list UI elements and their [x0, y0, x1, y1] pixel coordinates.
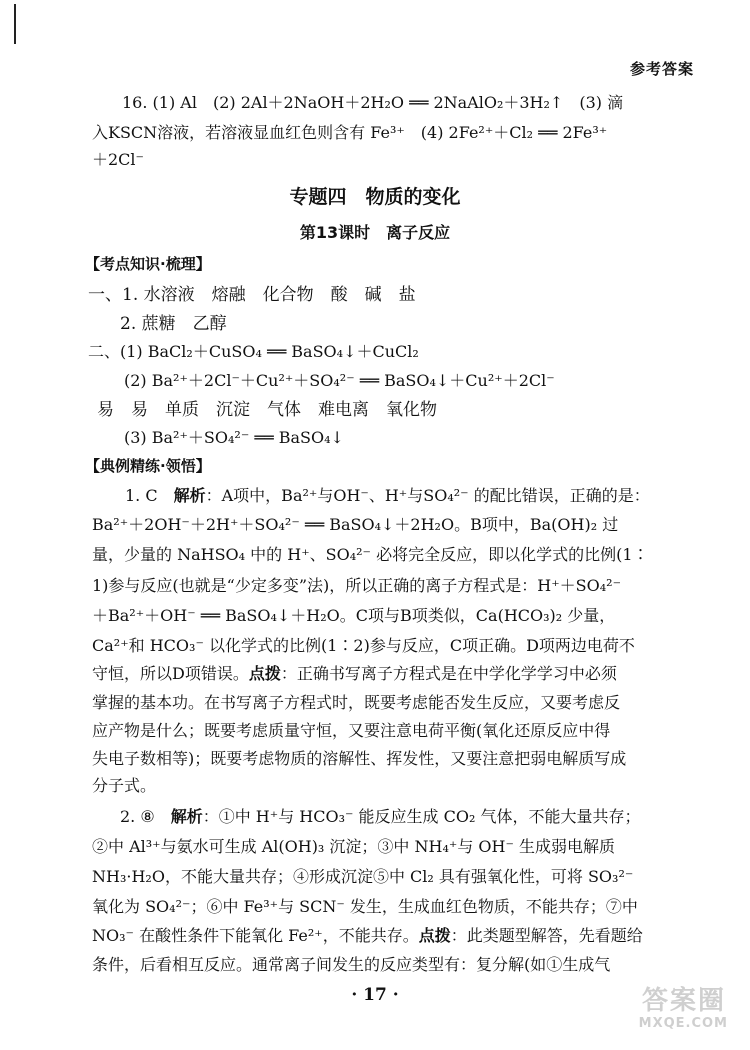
- example-1-line-8: 掌握的基本功。在书写离子方程式时，既要考虑能否发生反应，又要考虑反: [92, 693, 621, 712]
- example-1-text: ：正确书写离子方程式是在中学化学学习中必须: [280, 664, 617, 683]
- chapter-title: 专题四 物质的变化: [289, 186, 461, 208]
- watermark-url: MXQE.COM: [638, 1016, 728, 1031]
- example-2-number: 2. ⑧: [120, 807, 171, 826]
- knowledge-line-3: 二、(1) BaCl₂＋CuSO₄ ══ BaSO₄↓＋CuCl₂: [88, 342, 419, 361]
- example-1-text: ：A项中，Ba²⁺与OH⁻、H⁺与SO₄²⁻ 的配比错误，正确的是：: [205, 486, 650, 505]
- tip-label: 点拨: [418, 926, 451, 945]
- example-2-text: ：①中 H⁺与 HCO₃⁻ 能反应生成 CO₂ 气体，不能大量共存；: [202, 807, 641, 826]
- example-2-text: NO₃⁻ 在酸性条件下能氧化 Fe²⁺，不能共存。: [92, 926, 419, 945]
- q16-line-1: 16. (1) Al (2) 2Al＋2NaOH＋2H₂O ══ 2NaAlO₂＋3H₂↑ (3) 滴: [122, 93, 624, 112]
- tip-label: 点拨: [248, 664, 281, 683]
- page-number: · 17 ·: [351, 985, 399, 1005]
- knowledge-line-1: 一、1. 水溶液 熔融 化合物 酸 碱 盐: [88, 285, 416, 305]
- example-2-line-1: [120, 807, 641, 827]
- q16-line-2: 入KSCN溶液，若溶液显血红色则含有 Fe³⁺ (4) 2Fe²⁺＋Cl₂ ══ 2Fe³⁺: [92, 123, 608, 142]
- watermark-text: 答案圈: [641, 986, 726, 1016]
- example-1-line-7: [92, 664, 617, 684]
- example-2-line-4: 氧化为 SO₄²⁻；⑥中 Fe³⁺与 SCN⁻ 发生，生成血红色物质，不能共存；⑦中: [92, 897, 638, 916]
- example-1-line-11: 分子式。: [92, 776, 157, 795]
- q16-line-3: ＋2Cl⁻: [92, 150, 144, 169]
- section-heading-knowledge: 【考点知识·梳理】: [85, 255, 211, 273]
- example-1-line-2: Ba²⁺＋2OH⁻＋2H⁺＋SO₄²⁻ ══ BaSO₄↓＋2H₂O。B项中，Ba(OH)₂ 过: [92, 515, 619, 534]
- example-1-line-4: 1)参与反应(也就是“少定多变”法)，所以正确的离子方程式是：H⁺＋SO₄²⁻: [92, 576, 622, 595]
- example-1-text: 守恒，所以D项错误。: [92, 664, 249, 683]
- margin-line: [14, 4, 16, 44]
- watermark-logo: [617, 980, 732, 1040]
- knowledge-line-2: 2. 蔗糖 乙醇: [120, 314, 227, 334]
- example-1-line-6: Ca²⁺和 HCO₃⁻ 以化学式的比例(1∶2)参与反应，C项正确。D项两边电荷不: [92, 636, 635, 655]
- example-1-line-9: 应产物是什么；既要考虑质量守恒，又要注意电荷平衡(氧化还原反应中得: [92, 721, 611, 740]
- example-2-line-3: NH₃·H₂O，不能大量共存；④形成沉淀⑤中 Cl₂ 具有强氧化性，可将 SO₃²⁻: [92, 867, 634, 886]
- knowledge-line-5: 易 易 单质 沉淀 气体 难电离 氧化物: [97, 400, 437, 420]
- example-2-text: ：此类题型解答，先看题给: [450, 926, 643, 945]
- analysis-label: 解析: [173, 486, 206, 505]
- example-1-line-3: 量，少量的 NaHSO₄ 中的 H⁺、SO₄²⁻ 必将完全反应，即以化学式的比例(1∶: [92, 545, 649, 564]
- lesson-title: 第13课时 离子反应: [299, 223, 451, 242]
- example-2-line-5: [92, 926, 643, 946]
- page-header: 参考答案: [629, 60, 694, 78]
- example-2-line-2: ②中 Al³⁺与氨水可生成 Al(OH)₃ 沉淀；③中 NH₄⁺与 OH⁻ 生成弱电解质: [92, 837, 616, 856]
- example-1-line-10: 失电子数相等)；既要考虑物质的溶解性、挥发性，又要注意把弱电解质写成: [92, 749, 627, 768]
- knowledge-line-6: (3) Ba²⁺＋SO₄²⁻ ══ BaSO₄↓: [124, 428, 344, 447]
- knowledge-line-4: (2) Ba²⁺＋2Cl⁻＋Cu²⁺＋SO₄²⁻ ══ BaSO₄↓＋Cu²⁺＋2Cl⁻: [124, 371, 555, 390]
- example-1-line-5: ＋Ba²⁺＋OH⁻ ══ BaSO₄↓＋H₂O。C项与B项类似，Ca(HCO₃)₂ 少量，: [92, 606, 616, 625]
- example-1-number: 1. C: [125, 486, 174, 505]
- section-heading-examples: 【典例精练·领悟】: [85, 457, 211, 475]
- analysis-label: 解析: [170, 807, 203, 826]
- example-1-line-1: [125, 486, 650, 506]
- example-2-line-6: 条件，后看相互反应。通常离子间发生的反应类型有：复分解(如①生成气: [92, 955, 611, 974]
